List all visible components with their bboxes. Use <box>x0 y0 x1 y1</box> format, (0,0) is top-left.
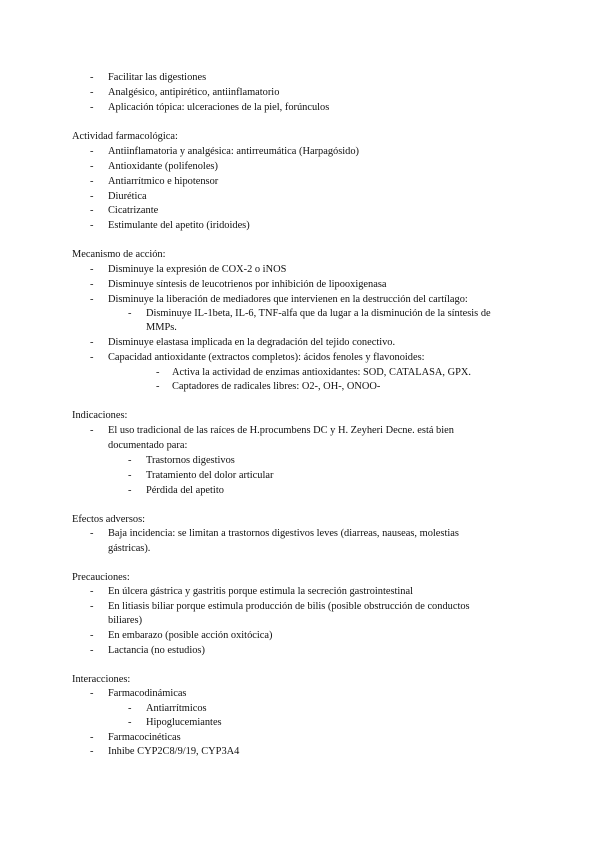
list-item-text: Farmacocinéticas <box>108 732 181 743</box>
bullet-dash: - <box>90 732 94 743</box>
bullet-dash: - <box>156 381 160 392</box>
list-item-text: Aplicación tópica: ulceraciones de la piel, forúnculos <box>108 102 330 113</box>
list-item-text: Antiarrítmicos <box>146 703 207 714</box>
bullet-dash: - <box>90 337 94 348</box>
section-heading-interacciones: Interacciones: <box>72 674 131 685</box>
list-item-text: Cicatrizante <box>108 205 159 216</box>
list-item-text: documentado para: <box>108 440 188 451</box>
list-item-text: En úlcera gástrica y gastritis porque estimula la secreción gastrointestinal <box>108 586 413 597</box>
bullet-dash: - <box>90 146 94 157</box>
list-item-text: Trastornos digestivos <box>146 455 235 466</box>
bullet-dash: - <box>128 485 132 496</box>
bullet-dash: - <box>128 703 132 714</box>
list-item-text: En litiasis biliar porque estimula producción de bilis (posible obstrucción de conductos <box>108 601 470 612</box>
bullet-dash: - <box>90 279 94 290</box>
list-item-text: En embarazo (posible acción oxitócica) <box>108 630 273 641</box>
bullet-dash: - <box>90 601 94 612</box>
list-item-text: Disminuye síntesis de leucotrienos por inhibición de lipooxigenasa <box>108 279 387 290</box>
list-item-text: Lactancia (no estudios) <box>108 645 205 656</box>
list-item-text: Pérdida del apetito <box>146 485 224 496</box>
bullet-dash: - <box>90 294 94 305</box>
bullet-dash: - <box>90 191 94 202</box>
list-item-text: MMPs. <box>146 322 177 333</box>
bullet-dash: - <box>90 87 94 98</box>
bullet-dash: - <box>90 176 94 187</box>
list-item-text: Disminuye la liberación de mediadores que intervienen en la destrucción del cartílago: <box>108 294 468 305</box>
bullet-dash: - <box>128 455 132 466</box>
list-item-text: Analgésico, antipirético, antiinflamatorio <box>108 87 280 98</box>
bullet-dash: - <box>90 425 94 436</box>
list-item-text: biliares) <box>108 615 143 626</box>
section-heading-efectos: Efectos adversos: <box>72 514 145 525</box>
bullet-dash: - <box>90 586 94 597</box>
bullet-dash: - <box>90 352 94 363</box>
bullet-dash: - <box>128 308 132 319</box>
list-item-text: Disminuye IL-1beta, IL-6, TNF-alfa que da lugar a la disminución de la síntesis de <box>146 308 491 319</box>
list-item-text: Inhibe CYP2C8/9/19, CYP3A4 <box>108 746 240 757</box>
list-item-text: Antiinflamatoria y analgésica: antirreumática (Harpagósido) <box>108 146 360 157</box>
section-heading-precauciones: Precauciones: <box>72 572 130 583</box>
bullet-dash: - <box>90 688 94 699</box>
bullet-dash: - <box>90 220 94 231</box>
bullet-dash: - <box>90 528 94 539</box>
list-item-text: Facilitar las digestiones <box>108 72 207 83</box>
bullet-dash: - <box>128 717 132 728</box>
list-item-text: El uso tradicional de las raíces de H.procumbens DC y H. Zeyheri Decne. está bien <box>108 425 454 436</box>
bullet-dash: - <box>90 645 94 656</box>
bullet-dash: - <box>90 102 94 113</box>
list-item-text: Disminuye elastasa implicada en la degradación del tejido conectivo. <box>108 337 396 348</box>
list-item-text: Tratamiento del dolor articular <box>146 470 274 481</box>
list-item-text: Hipoglucemiantes <box>146 717 222 728</box>
section-heading-indicaciones: Indicaciones: <box>72 410 128 421</box>
list-item-text: Estimulante del apetito (iridoides) <box>108 220 250 231</box>
list-item-text: Disminuye la expresión de COX-2 o iNOS <box>108 264 287 275</box>
bullet-dash: - <box>90 72 94 83</box>
bullet-dash: - <box>90 205 94 216</box>
list-item-text: Farmacodinámicas <box>108 688 187 699</box>
bullet-dash: - <box>90 746 94 757</box>
list-item-text: Antiarrítmico e hipotensor <box>108 176 219 187</box>
list-item-text: Capacidad antioxidante (extractos completos): ácidos fenoles y flavonoides: <box>108 352 425 363</box>
section-heading-actividad: Actividad farmacológica: <box>72 131 178 142</box>
bullet-dash: - <box>90 264 94 275</box>
bullet-dash: - <box>90 630 94 641</box>
bullet-dash: - <box>90 161 94 172</box>
list-item-text: Baja incidencia: se limitan a trastornos digestivos leves (diarreas, nauseas, molestias <box>108 528 459 539</box>
bullet-dash: - <box>156 367 160 378</box>
list-item-text: Diurética <box>108 191 147 202</box>
list-item-text: Antioxidante (polifenoles) <box>108 161 218 172</box>
bullet-dash: - <box>128 470 132 481</box>
section-heading-mecanismo: Mecanismo de acción: <box>72 249 166 260</box>
list-item-text: Activa la actividad de enzimas antioxidantes: SOD, CATALASA, GPX. <box>172 367 471 378</box>
list-item-text: gástricas). <box>108 543 151 554</box>
list-item-text: Captadores de radicales libres: O2-, OH-, ONOO- <box>172 381 381 392</box>
